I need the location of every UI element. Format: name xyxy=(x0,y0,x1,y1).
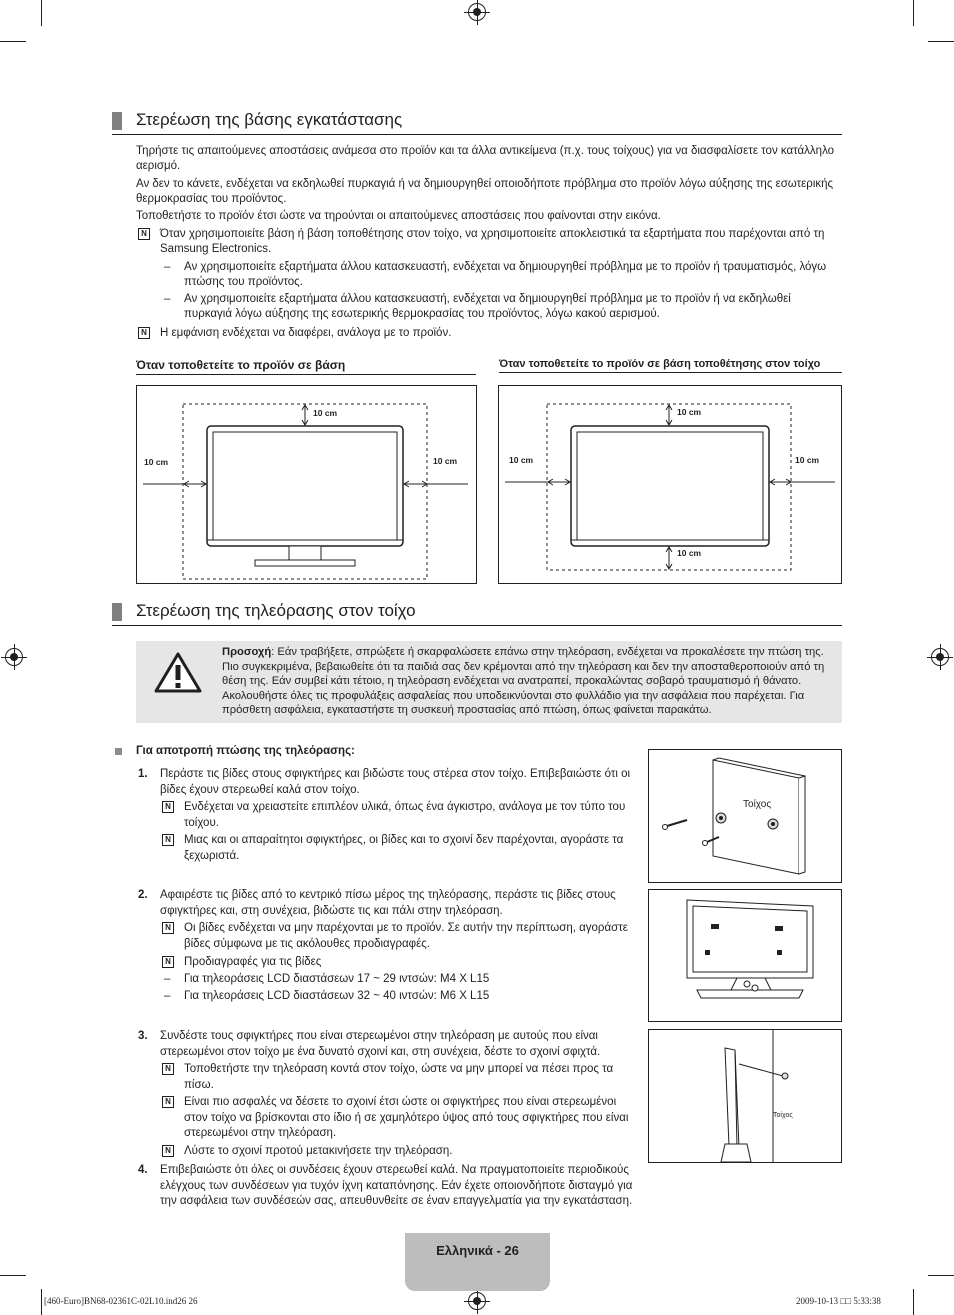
dimension-label-right: 10 cm xyxy=(433,456,458,466)
note-text: Μιας και οι απαραίτητοι σφιγκτήρες, οι βίδες και το σχοινί δεν παρέχονται, αγοράστε τα ξεχωριστά. xyxy=(184,834,624,862)
step-text: Αφαιρέστε τις βίδες από το κεντρικό πίσω μέρος της τηλεόρασης, περάστε τις βίδες στους σφιγκτήρες και, στη συνέχεια, βιδώστε τις και πάλι στην τηλεόραση. xyxy=(160,889,616,917)
step-number: 3. xyxy=(138,1030,148,1042)
note-icon: N xyxy=(162,1145,174,1157)
note-text: Τοποθετήστε την τηλεόραση κοντά στον τοίχο, ώστε να μην μπορεί να πέσει προς τα πίσω. xyxy=(184,1063,614,1091)
registration-mark-icon xyxy=(468,3,486,21)
note-text: Λύστε το σχοινί προτού μετακινήσετε την τηλεόραση. xyxy=(184,1145,453,1157)
dash-text: Αν χρησιμοποιείτε εξαρτήματα άλλου κατασκευαστή, ενδέχεται να δημιουργηθεί πρόβλημα με το προϊόν ή τραυματισμός, λόγω πτώσης του προϊόντος. xyxy=(184,261,827,288)
note-icon: N xyxy=(138,228,150,240)
figure-tv-back xyxy=(648,889,842,1022)
square-bullet-icon xyxy=(115,748,122,755)
diagram-title-stand: Όταν τοποθετείτε το προϊόν σε βάση xyxy=(136,358,476,375)
dimension-label-right: 10 cm xyxy=(795,455,820,465)
dash-bullet: – xyxy=(164,973,171,985)
dash-text: Αν χρησιμοποιείτε εξαρτήματα άλλου κατασκευαστή, ενδέχεται να δημιουργηθεί πρόβλημα με το προϊόν ή να εκδηλωθεί πυρκαγιά λόγω αύξησης της εσωτερικής θερμοκρασίας του προϊόντος, λόγω κακού αερισμού. xyxy=(184,293,791,320)
dimension-label-left: 10 cm xyxy=(509,455,534,465)
dash-bullet: – xyxy=(164,293,171,305)
crop-mark xyxy=(913,1289,914,1315)
diagram-title-wall-mount: Όταν τοποθετείτε το προϊόν σε βάση τοποθέτησης στον τοίχο xyxy=(499,358,842,373)
tv-rope-illustration xyxy=(649,1030,841,1162)
step-number: 2. xyxy=(138,889,148,901)
dimension-label-left: 10 cm xyxy=(144,457,169,467)
warning-body: : Εάν τραβήξετε, σπρώξετε ή σκαρφαλώσετε επάνω στην τηλεόραση, ενδέχεται να προκαλέσετε την πτώση της. Πιο συγκεκριμένα, βεβαιωθείτε ότι τα παιδιά σας δεν κρέμονται από την τηλεόραση και δεν την αποσταθεροποιούν από τη θέση της. Εάν συμβεί κάτι τέτοιο, η τηλεόραση ενδέχεται να ανατραπεί, προκαλώντας σοβαρό τραυματισμό ή θάνατο. Ακολουθήστε όλες τις προφυλάξεις ασφαλείας που υποδεικνύονται στο φυλλάδιο για την ασφάλεια που παρέχεται. Για πρόσθετη ασφάλεια, εγκαταστήστε τη συσκευή προστασίας από πτώση, όπως φαίνεται παρακάτω. xyxy=(222,646,825,717)
figure-wall-clamps xyxy=(648,749,842,883)
tv-wall-mount-illustration xyxy=(499,386,841,583)
page-number: Ελληνικά - 26 xyxy=(436,1243,519,1258)
note-icon: N xyxy=(162,1063,174,1075)
crop-mark xyxy=(0,1275,26,1276)
section-title-wall: Στερέωση της τηλεόρασης στον τοίχο xyxy=(112,601,842,626)
note-icon: N xyxy=(162,922,174,934)
dash-text: Για τηλεοράσεις LCD διαστάσεων 32 ~ 40 ιντσών: M6 X L15 xyxy=(184,990,490,1002)
page-number-tab xyxy=(405,1233,550,1291)
note-text: Προδιαγραφές για τις βίδες xyxy=(184,956,322,968)
warning-box xyxy=(136,641,842,723)
step-text: Συνδέστε τους σφιγκτήρες που είναι στερεωμένοι στην τηλεόραση με αυτούς που είναι στερεωμένοι στον τοίχο με ένα δυνατό σχοινί και, στη συνέχεια, δέστε το σχοινί σφιχτά. xyxy=(160,1030,601,1058)
section-title-stand: Στερέωση της βάσης εγκατάστασης xyxy=(112,110,842,135)
note-icon: N xyxy=(162,1096,174,1108)
note-icon: N xyxy=(138,327,150,339)
dash-text: Για τηλεοράσεις LCD διαστάσεων 17 ~ 29 ιντσών: M4 X L15 xyxy=(184,973,490,985)
warning-label: Προσοχή xyxy=(222,646,272,658)
note-text: Οι βίδες ενδέχεται να μην παρέχονται με το προϊόν. Σε αυτήν την περίπτωση, αγοράστε βίδες σύμφωνα με τις ακόλουθες προδιαγραφές. xyxy=(184,922,628,950)
dimension-label-top: 10 cm xyxy=(313,408,338,418)
dimension-label-bottom: 10 cm xyxy=(677,548,702,558)
clearance-diagram-stand xyxy=(136,385,477,584)
warning-text xyxy=(222,645,836,718)
step-text: Περάστε τις βίδες στους σφιγκτήρες και βιδώστε τους στέρεα στον τοίχο. Επιβεβαιώστε ότι οι βίδες έχουν στερεωθεί καλά στον τοίχο. xyxy=(160,768,631,796)
note-text: Η εμφάνιση ενδέχεται να διαφέρει, ανάλογα με το προϊόν. xyxy=(160,327,452,339)
footer-file-info: [460-Euro]BN68-02361C-02L10.ind26 26 xyxy=(44,1296,198,1306)
crop-mark xyxy=(41,0,42,26)
crop-mark xyxy=(41,1289,42,1315)
tv-back-illustration xyxy=(649,890,841,1021)
dash-bullet: – xyxy=(164,261,171,273)
crop-mark xyxy=(928,41,954,42)
tv-on-stand-illustration xyxy=(137,386,476,583)
note-text: Όταν χρησιμοποιείτε βάση ή βάση τοποθέτησης στον τοίχο, να χρησιμοποιείτε αποκλειστικά τα εξαρτήματα που παρέχονται από τη Samsung Electronics. xyxy=(160,228,825,255)
registration-mark-icon xyxy=(931,648,949,666)
bullet-heading: Για αποτροπή πτώσης της τηλεόρασης: xyxy=(136,745,355,757)
note-icon: N xyxy=(162,834,174,846)
crop-mark xyxy=(913,0,914,26)
note-icon: N xyxy=(162,801,174,813)
registration-mark-icon xyxy=(5,648,23,666)
crop-mark xyxy=(928,1275,954,1276)
paragraph: Αν δεν το κάνετε, ενδέχεται να εκδηλωθεί πυρκαγιά ή να δημιουργηθεί οποιοδήποτε πρόβλημα στο προϊόν λόγω αύξησης της εσωτερικής θερμοκρασίας του προϊόντος. xyxy=(136,178,834,205)
crop-mark xyxy=(0,41,26,42)
dash-bullet: – xyxy=(164,990,171,1002)
registration-mark-icon xyxy=(468,1292,486,1310)
wall-clamp-illustration xyxy=(649,750,841,882)
step-number: 4. xyxy=(138,1164,148,1176)
note-text: Είναι πιο ασφαλές να δέσετε το σχοινί έτσι ώστε οι σφιγκτήρες που είναι στερεωμένοι στον τοίχο να βρίσκονται στο ίδιο ή σε χαμηλότερο ύψος από τους σφιγκτήρες που είναι στερεωμένοι στην τηλεόραση. xyxy=(184,1096,629,1139)
wall-label: Τοίχος xyxy=(773,1112,793,1119)
figure-tv-tied-to-wall xyxy=(648,1029,842,1163)
paragraph: Τηρήστε τις απαιτούμενες αποστάσεις ανάμεσα στο προϊόν και τα άλλα αντικείμενα (π.χ. τους τοίχους) για να διασφαλίσετε τον κατάλληλο αερισμό. xyxy=(136,145,835,172)
warning-triangle-icon xyxy=(154,651,202,693)
step-text: Επιβεβαιώστε ότι όλες οι συνδέσεις έχουν στερεωθεί καλά. Να πραγματοποιείτε περιοδικούς ελέγχους των συνδέσεων για τυχόν ίχνη καταπόνησης. Εάν έχετε οποιονδήποτε δισταγμό για την ασφάλεια των συνδέσεών σας, απευθυνθείτε σε έναν επαγγελματία για την εγκατάσταση. xyxy=(160,1164,633,1207)
note-text: Ενδέχεται να χρειαστείτε επιπλέον υλικά, όπως ένα άγκιστρο, ανάλογα με τον τύπο του τοίχου. xyxy=(184,801,626,829)
note-icon: N xyxy=(162,956,174,968)
wall-label: Τοίχος xyxy=(743,799,772,810)
paragraph: Τοποθετήστε το προϊόν έτσι ώστε να τηρούνται οι απαιτούμενες αποστάσεις που φαίνονται στην εικόνα. xyxy=(136,210,661,222)
step-number: 1. xyxy=(138,768,148,780)
clearance-diagram-wall-mount xyxy=(498,385,842,584)
footer-timestamp: 2009-10-13 □□ 5:33:38 xyxy=(796,1296,881,1306)
dimension-label-top: 10 cm xyxy=(677,407,702,417)
